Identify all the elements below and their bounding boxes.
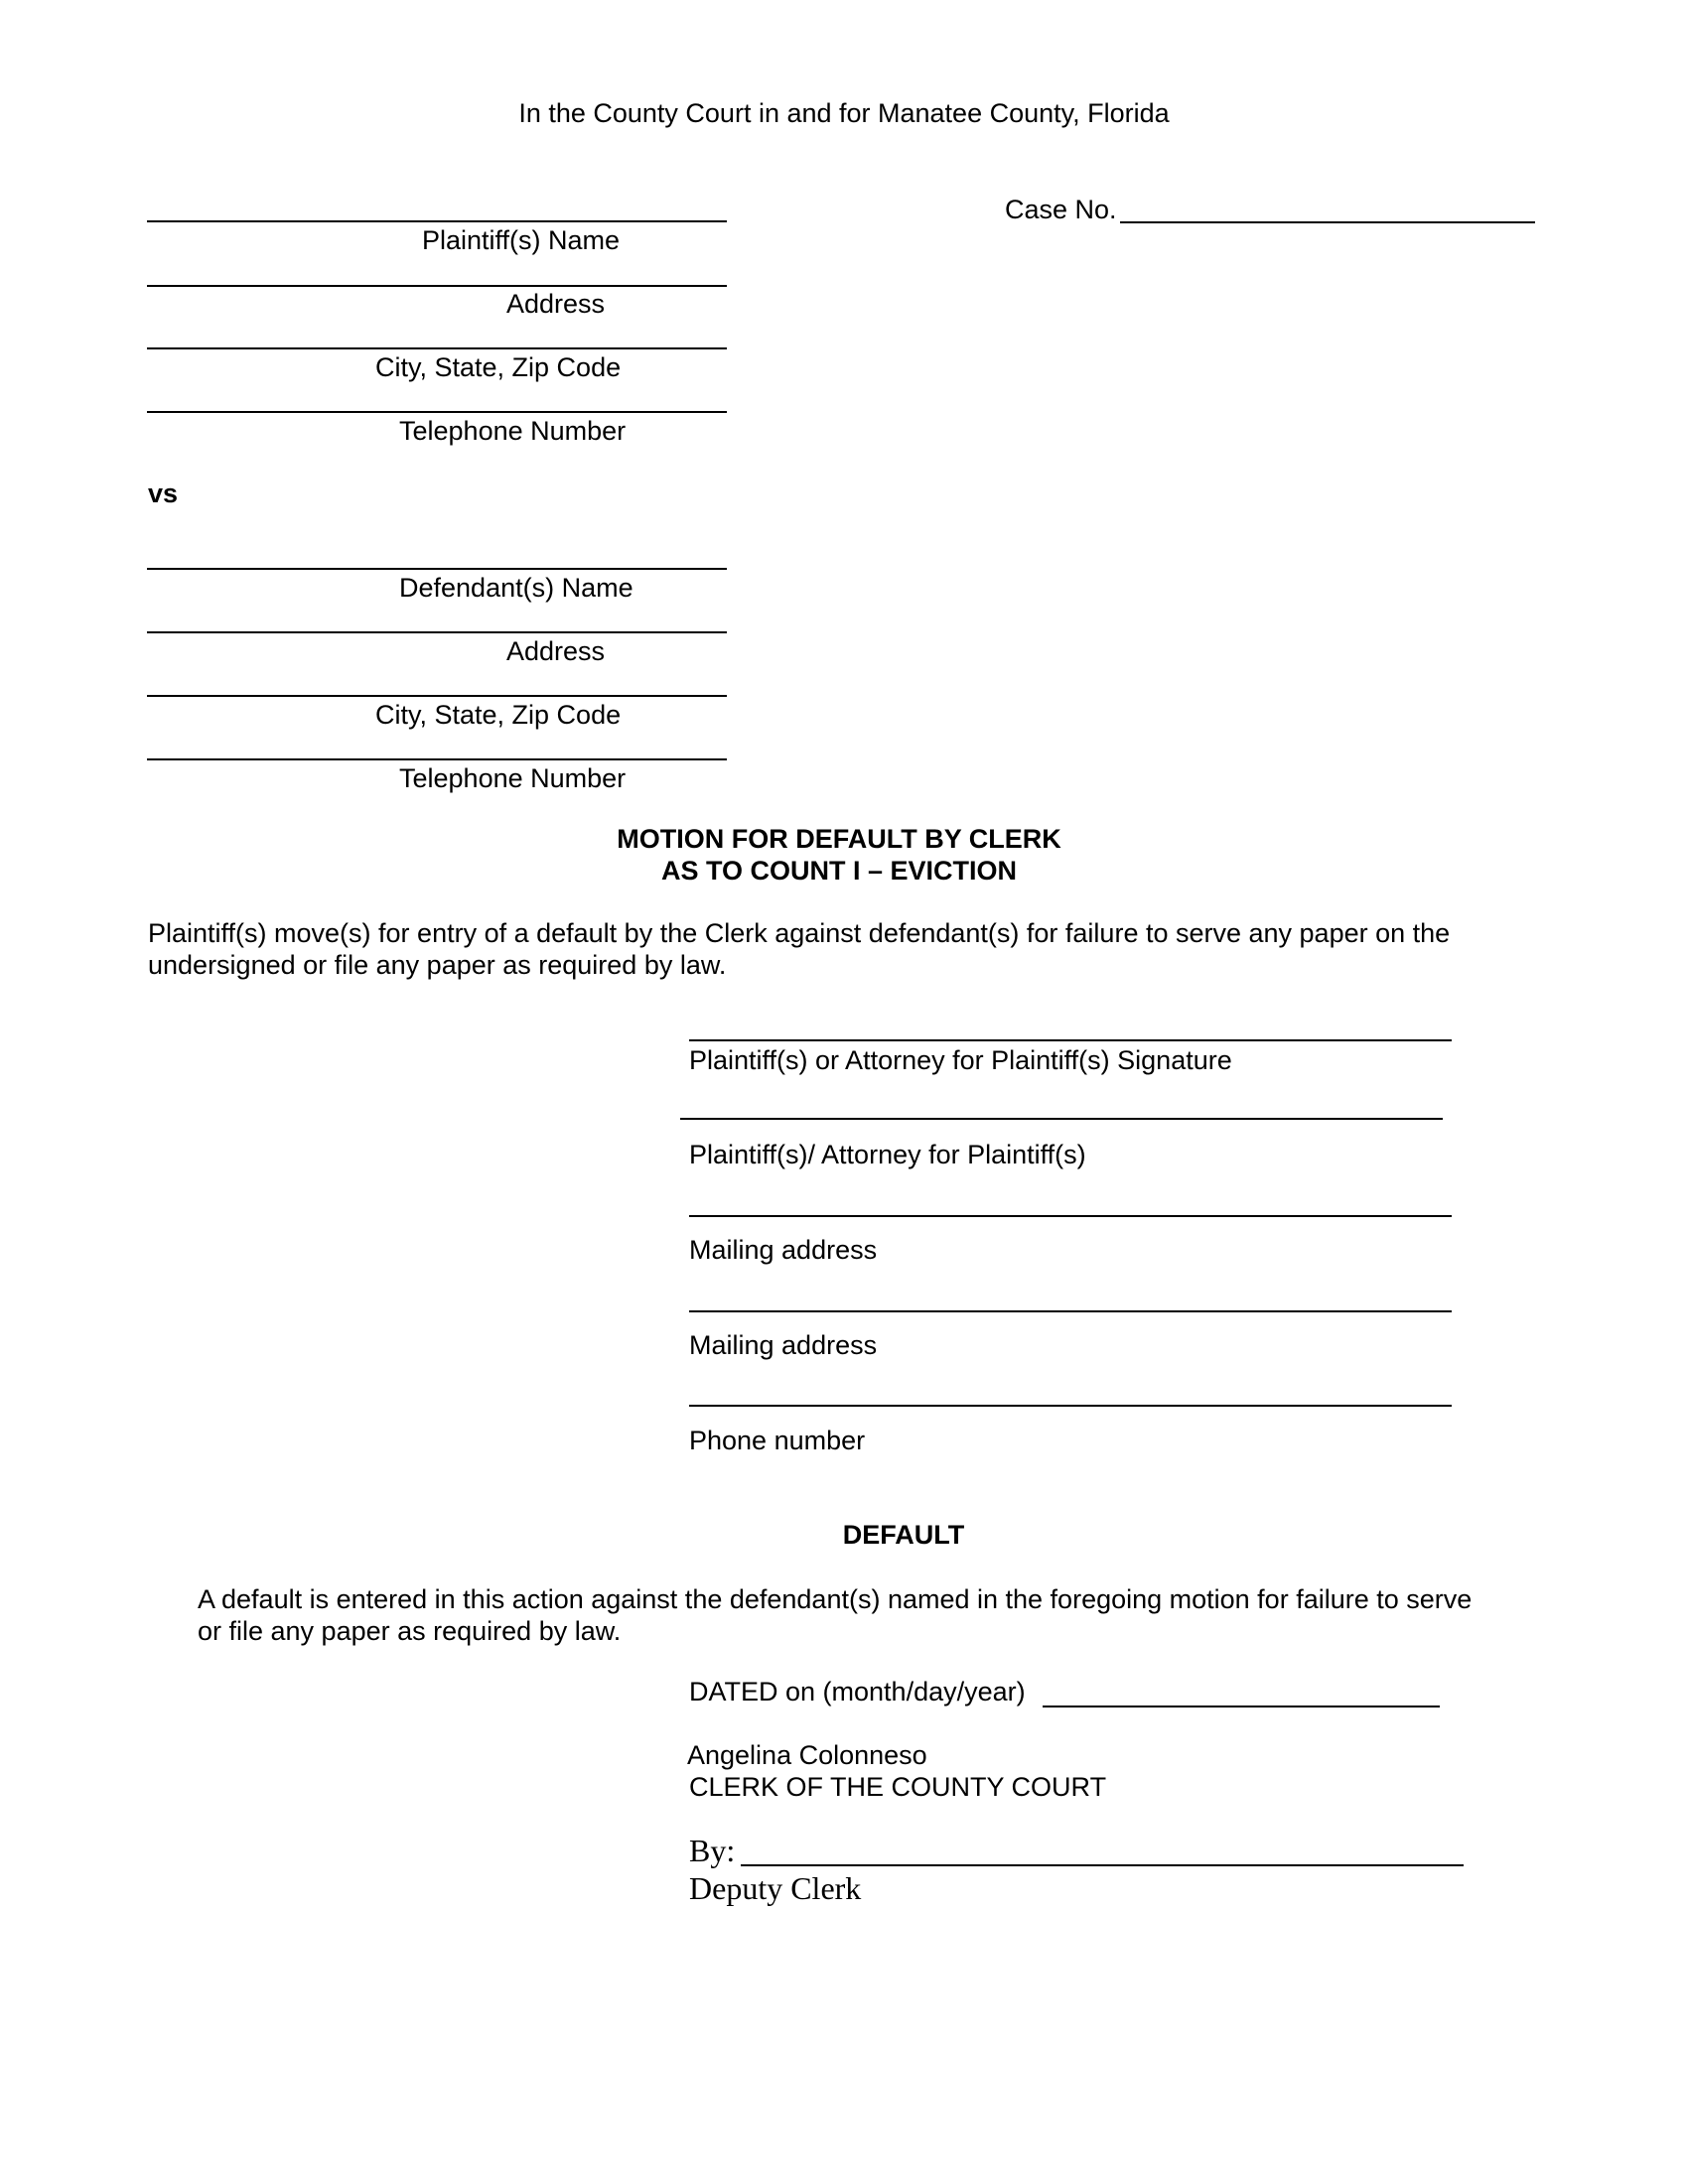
motion-body: Plaintiff(s) move(s) for entry of a default by the Clerk against defendant(s) for failure to serve any paper on the undersigned or file any paper as required by law.: [148, 918, 1451, 980]
plaintiff-name-label: Plaintiff(s) Name: [422, 225, 621, 255]
default-title: DEFAULT: [842, 1520, 965, 1550]
deputy-clerk-signature-field[interactable]: [741, 1864, 1464, 1866]
case-no-label: Case No.: [1005, 195, 1117, 224]
plaintiff-address-label: Address: [506, 289, 606, 319]
court-heading: In the County Court in and for Manatee County, Florida: [518, 98, 1170, 128]
dated-field[interactable]: [1043, 1706, 1440, 1707]
defendant-address-field[interactable]: [147, 631, 727, 633]
clerk-title: CLERK OF THE COUNTY COURT: [689, 1772, 1107, 1802]
by-label: By:: [689, 1833, 736, 1868]
defendant-name-label: Defendant(s) Name: [399, 573, 633, 603]
phone-number-field[interactable]: [689, 1405, 1452, 1407]
plaintiff-phone-field[interactable]: [147, 411, 727, 413]
attorney-name-field[interactable]: [680, 1118, 1443, 1120]
signature-field[interactable]: [689, 1039, 1452, 1041]
defendant-address-label: Address: [506, 636, 606, 666]
plaintiff-city-field[interactable]: [147, 347, 727, 349]
plaintiff-phone-label: Telephone Number: [399, 416, 627, 446]
mailing-address-label-2: Mailing address: [689, 1330, 878, 1360]
defendant-city-field[interactable]: [147, 695, 727, 697]
attorney-name-label: Plaintiff(s)/ Attorney for Plaintiff(s): [689, 1140, 1086, 1169]
motion-title-line1: MOTION FOR DEFAULT BY CLERK: [617, 824, 1061, 854]
motion-title-line2: AS TO COUNT I – EVICTION: [660, 856, 1018, 886]
plaintiff-city-label: City, State, Zip Code: [375, 352, 622, 382]
mailing-address-field-1[interactable]: [689, 1215, 1452, 1217]
defendant-phone-field[interactable]: [147, 758, 727, 760]
defendant-phone-label: Telephone Number: [399, 763, 627, 793]
case-no-field[interactable]: [1120, 221, 1535, 223]
deputy-clerk-label: Deputy Clerk: [689, 1870, 862, 1906]
clerk-name: Angelina Colonneso: [687, 1740, 927, 1770]
default-body: A default is entered in this action against the defendant(s) named in the foregoing motion for failure to serve or file any paper as required by law.: [198, 1584, 1473, 1646]
mailing-address-label-1: Mailing address: [689, 1235, 878, 1265]
plaintiff-address-field[interactable]: [147, 285, 727, 287]
dated-label: DATED on (month/day/year): [689, 1677, 1026, 1706]
plaintiff-name-field[interactable]: [147, 220, 727, 222]
defendant-name-field[interactable]: [147, 568, 727, 570]
phone-number-label: Phone number: [689, 1426, 866, 1455]
mailing-address-field-2[interactable]: [689, 1310, 1452, 1312]
signature-label: Plaintiff(s) or Attorney for Plaintiff(s) Signature: [689, 1045, 1232, 1075]
defendant-city-label: City, State, Zip Code: [375, 700, 622, 730]
versus-label: vs: [148, 478, 179, 508]
